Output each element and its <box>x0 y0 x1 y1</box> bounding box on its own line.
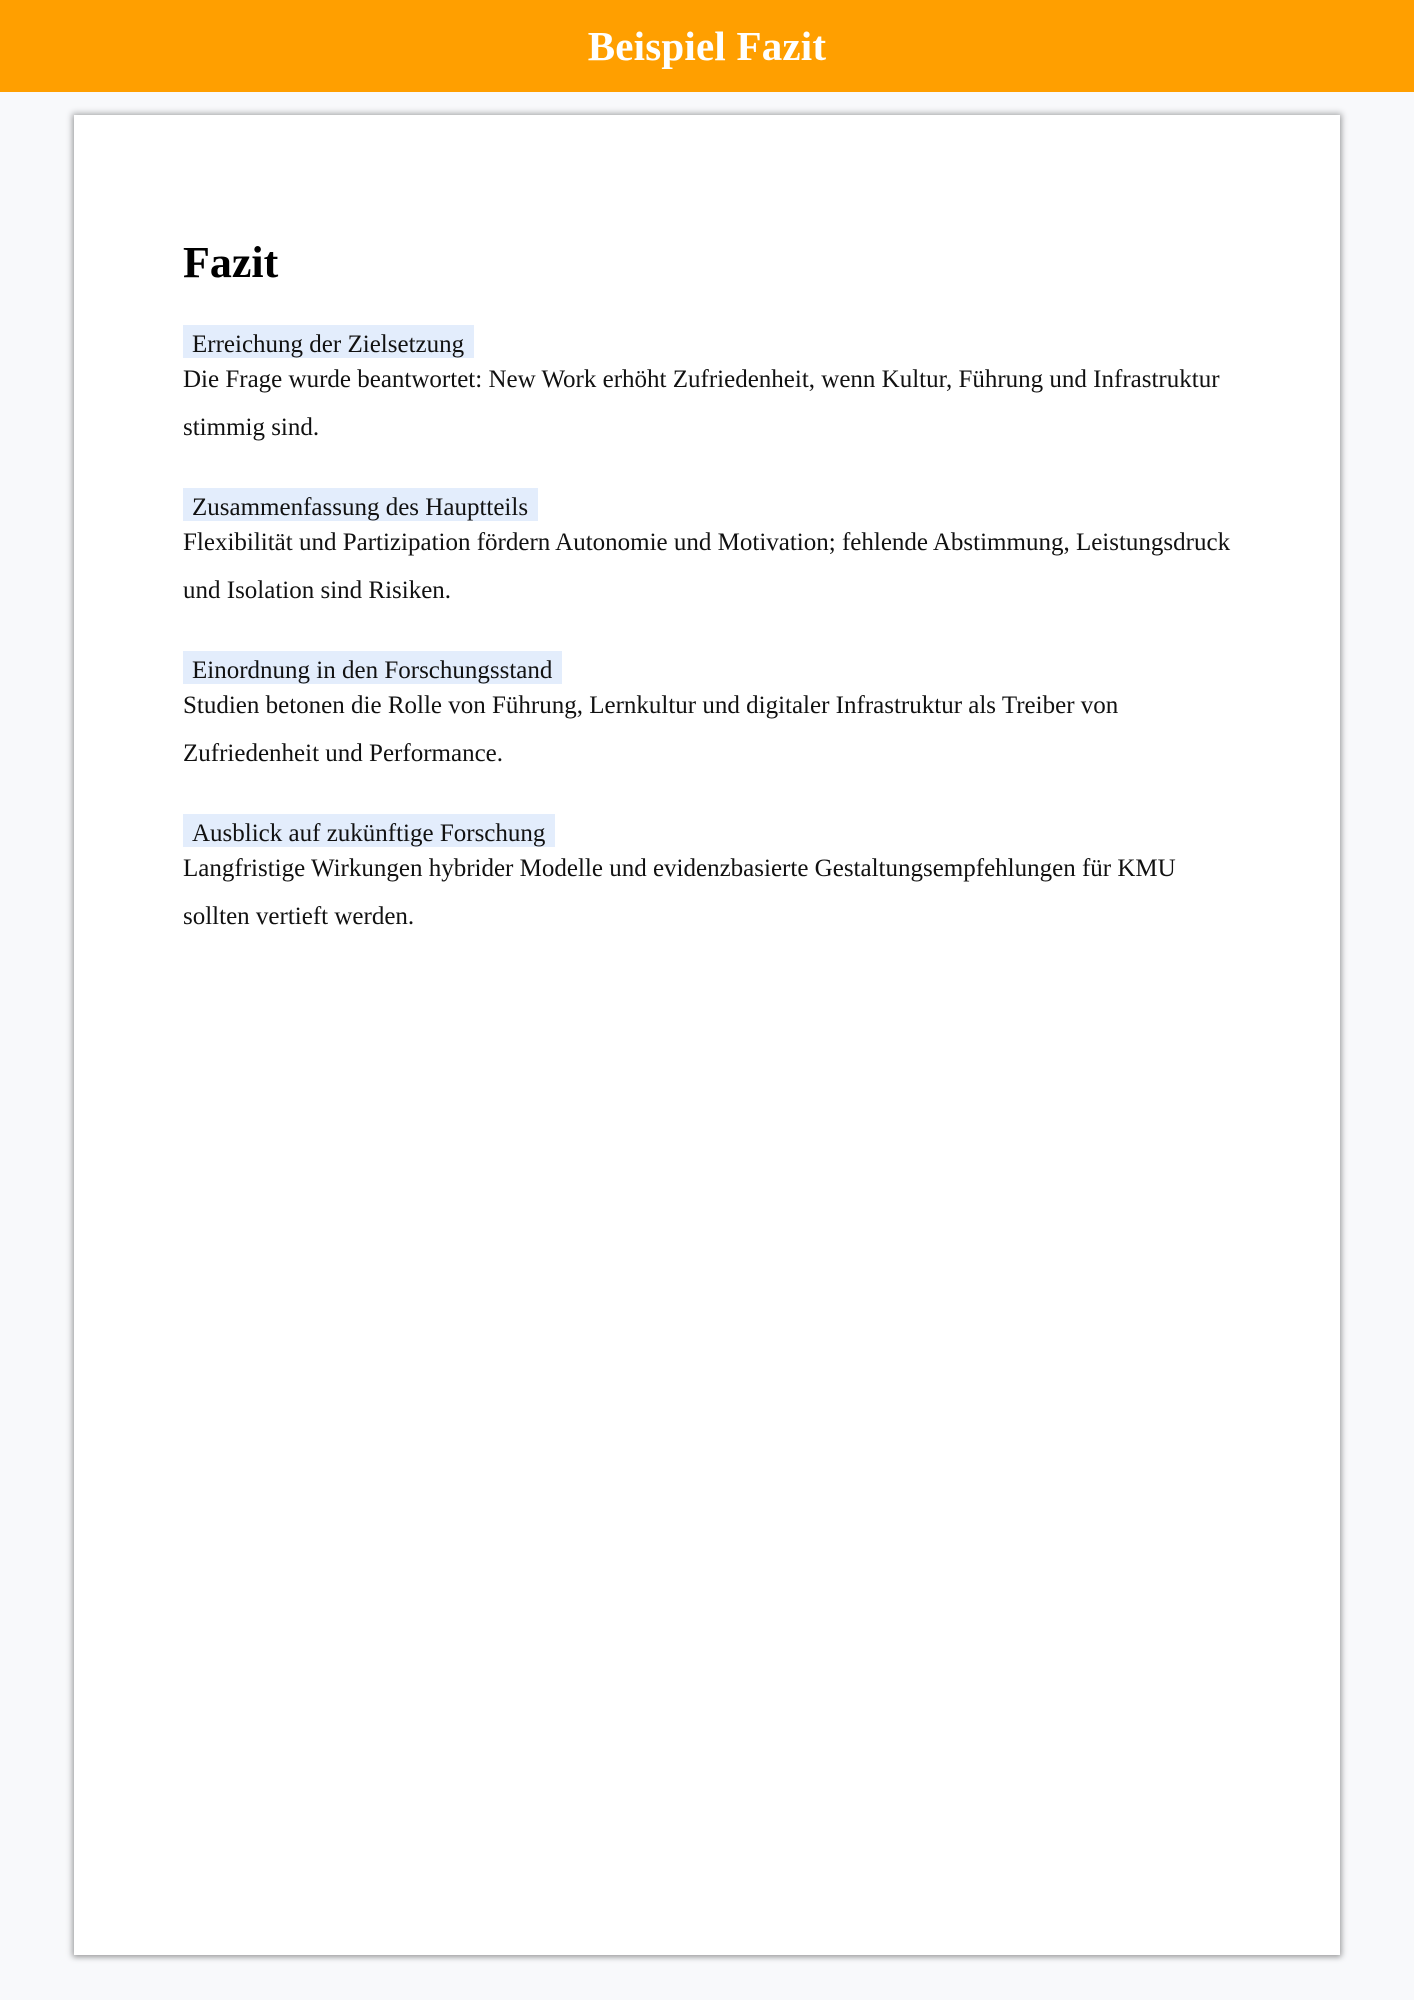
section-label: Erreichung der Zielsetzung <box>183 325 474 358</box>
section-text: Studien betonen die Rolle von Führung, Lernkultur und digitaler Infrastruktur als Treiber von Zufriedenheit und Performance. <box>183 692 1119 767</box>
section-label: Einordnung in den Forschungsstand <box>183 651 562 684</box>
section-ausblick <box>183 814 1243 941</box>
document-content <box>183 238 1243 941</box>
top-banner <box>0 0 1414 92</box>
section-text: Flexibilität und Partizipation fördern Autonomie und Motivation; fehlende Abstimmung, Leistungsdruck und Isolation sind Risiken. <box>183 529 1231 604</box>
section-text: Langfristige Wirkungen hybrider Modelle und evidenzbasierte Gestaltungsempfehlungen für KMU sollten vertieft werden. <box>183 855 1176 930</box>
section-hauptteil <box>183 488 1243 615</box>
document-heading: Fazit <box>183 238 279 287</box>
document-page <box>74 115 1340 1955</box>
section-label: Ausblick auf zukünftige Forschung <box>183 814 555 847</box>
section-zielsetzung <box>183 325 1243 452</box>
section-forschungsstand <box>183 651 1243 778</box>
banner-title: Beispiel Fazit <box>587 23 827 69</box>
section-label: Zusammenfassung des Hauptteils <box>183 488 538 521</box>
section-text: Die Frage wurde beantwortet: New Work erhöht Zufriedenheit, wenn Kultur, Führung und Infrastruktur stimmig sind. <box>183 366 1220 441</box>
